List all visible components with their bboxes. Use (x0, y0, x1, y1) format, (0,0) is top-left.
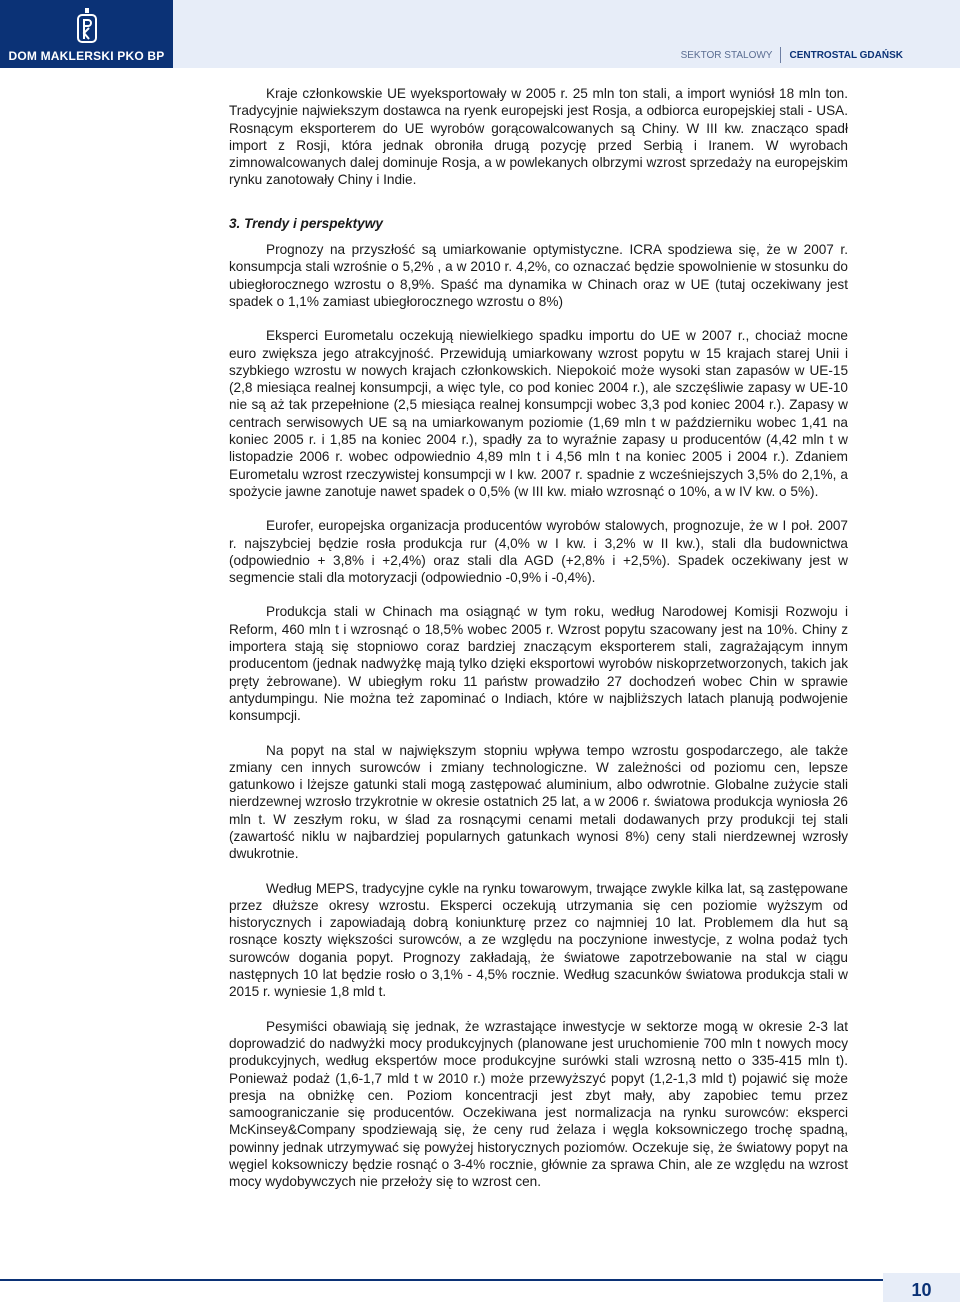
body-paragraph-2: Eksperci Eurometalu oczekują niewielkiego spadku importu do UE w 2007 r., chociaż mocne euro zwiększa jego atrakcyjność. Przewidują umiarkowany wzrost popytu w 15 krajach starej Unii i szybkiego wzrostu w nowych krajach członkowskich. Niepokoić może wysoki stan zapasów w UE-15 (2,8 miesiąca realnej konsumpcji, a więc tyle, co pod koniec 2004 r.), ale szczęśliwie zapasy w UE-10 nie są aż tak przepełnione (2,5 miesiąca realnej konsumpcji wobec 3,3 pod koniec 2004 r.). Zapasy w centrach serwisowych UE są na umiarkowanym poziomie (1,69 mln t w październiku wobec 1,41 na koniec 2005 r. i 1,85 na koniec 2004 r.), spadły za to wyraźnie zapasy u producentów (4,42 mln t w listopadzie 2006 r. wobec odpowiednio 4,89 mln t i 4,56 mln t na koniec 2005 i 2004 r.). Zdaniem Eurometalu wzrost rzeczywistej konsumpcji w I kw. 2007 r. spadnie z wcześniejszych 3,5% do 2,1%, a spożycie jawne zanotuje nawet spadek o 0,5% (w III kw. miało wzrosnąć o 10%, a w IV kw. o 5%). (229, 328, 848, 499)
brand-block (0, 0, 173, 68)
page-number: 10 (883, 1273, 960, 1302)
company-label: CENTROSTAL GDAŃSK (789, 49, 903, 61)
sector-label: SEKTOR STALOWY (680, 49, 773, 61)
body-paragraph-7: Pesymiści obawiają się jednak, że wzrastające inwestycje w sektorze mogą w okresie 2-3 lat doprowadzić do nadwyżki mocy produkcyjnych (planowane jest uruchomienie 700 mln t nowych mocy produkcyjnych, według ekspertów moce produkcyjne surówki stali wzrosną netto o 335-415 mln t). Ponieważ podaż (1,6-1,7 mld t w 2010 r.) może przewyższyć popyt (1,2-1,3 mld t) pojawić się może presja na obniżkę cen. Poziom koncentracji jest zbyt mały, aby zapobiec temu przez samoograniczanie się producentów. Oczekiwana jest normalizacja na rynku surowców: eksperci McKinsey&Company spodziewają się, że ceny rud żelaza i węgla koksowniczego trochę spadną, powinny jednak utrzymywać się powyżej historycznych poziomów. Oczekuje się, że światowy popyt na węgiel koksowniczy będzie rosnąć o 3-4% rocznie, głównie za sprawa Chin, ale ze względu na wzrost mocy wydobywczych nie przełoży się to wzrost cen. (229, 1018, 848, 1190)
header-band (173, 0, 960, 68)
header-labels (681, 47, 903, 63)
header-divider (780, 47, 781, 63)
report-body (229, 85, 848, 1191)
pko-bp-logo-icon (69, 6, 105, 46)
body-paragraph-3: Eurofer, europejska organizacja producentów wyrobów stalowych, prognozuje, że w I poł. 2007 r. najszybciej będzie rosła produkcja rur (4,0% w I kw. i 3,2% w II kw.), stali dla budownictwa (odpowiednio + 3,8% i +2,4%) oraz stali dla AGD (+2,8% i +2,5%). Spadek oczekiwany jest w segmencie stali dla motoryzacji (odpowiednio -0,9% i -0,4%). (229, 518, 848, 586)
intro-paragraph: Kraje członkowskie UE wyeksportowały w 2005 r. 25 mln ton stali, a import wyniósł 18 mln ton. Tradycyjnie najwiekszym dostawca na ryenk europejski jest Rosja, a odbiorca europejskiej stali - USA. Rosnącym eksporterem do UE wyrobów gorącowalcowanych są Chiny. W III kw. znacząco spadł import z Rosji, która jednak obroniła drugą pozycję przed Serbią i Iranem. W wyrobach zimnowalcowanych dalej dominuje Rosja, a w powlekanych olbrzymi wzrost sprzedaży na europejskim rynku zanotowały Chiny i Indie. (229, 86, 848, 188)
body-paragraph-6: Według MEPS, tradycyjne cykle na rynku towarowym, trwające zwykle kilka lat, są zastępowane przez dłuższe okresy wzrostu. Eksperci oczekują utrzymania się cen poziomie wyższym od historycznych i zapowiadają dobrą koniunkturę przez co najmniej 10 lat. Problemem dla hut są rosnące koszty większości surowców, a ze względu na poczynione inwestycje, z wolna podaż tych surowców dogania popyt. Prognozy zakładają, że światowe zapotrzebowanie na stal w ciągu następnych 10 lat będzie rosło o 3,1% - 4,5% rocznie. Według szacunków światowa produkcja stali w 2015 r. wyniesie 1,8 mld t. (229, 880, 848, 1000)
body-paragraph-1: Prognozy na przyszłość są umiarkowanie optymistyczne. ICRA spodziewa się, że w 2007 r. konsumpcja stali wzrośnie o 5,2% , a w 2010 r. 4,2%, co oznaczać będzie spowolnienie w stosunku do ubiegłorocznego wzrostu o 8,9%. Spaść ma dynamika w Chinach oraz w UE (tutaj oczekiwany jest spadek o 1,1% zamiast ubiegłorocznego wzrostu o 8%) (229, 242, 848, 309)
section-heading: 3. Trendy i perspektywy (229, 215, 383, 231)
brand-name: DOM MAKLERSKI PKO BP (8, 49, 165, 63)
footer-rule (0, 1279, 883, 1281)
body-paragraph-4: Produkcja stali w Chinach ma osiągnąć w tym roku, według Narodowej Komisji Rozwoju i Reform, 460 mln t i wzrosnąć o 18,5% wobec 2005 r. Wzrost popytu szacowany jest na 10%. Chiny z importera stają się stopniowo coraz bardziej znaczącym eksporterem stali, zagrażającym innym producentom (jednak nadwyżkę mają tylko dzięki eksportowi wyrobów niskoprzetworzonych, takich jak pręty żebrowane). W ubiegłym roku 11 państw prowadziło 27 dochodzeń wobec Chin w sprawie antydumpingu. Nie można też zapominać o Indiach, które w najbliższych latach planują podwojenie konsumpcji. (229, 604, 848, 724)
body-paragraph-5: Na popyt na stal w największym stopniu wpływa tempo wzrostu gospodarczego, ale także zmiany cen innych surowców i zmiany technologiczne. W zależności od poziomu cen, lepsze gatunkowo i lżejsze gatunki stali mogą zastępować aluminium, albo odwrotnie. Globalne zużycie stali nierdzewnej wzrosło trzykrotnie w okresie ostatnich 25 lat, a w 2006 r. światowa produkcja wyniosła 26 mln t. W zeszłym roku, w ślad za rosnącymi cenami metali dodawanych przy produkcji tej stali (zawartość niklu w najbardziej popularnych gatunkach wynosi 8%) ceny stali nierdzewnej wzrosły dwukrotnie. (229, 742, 848, 862)
